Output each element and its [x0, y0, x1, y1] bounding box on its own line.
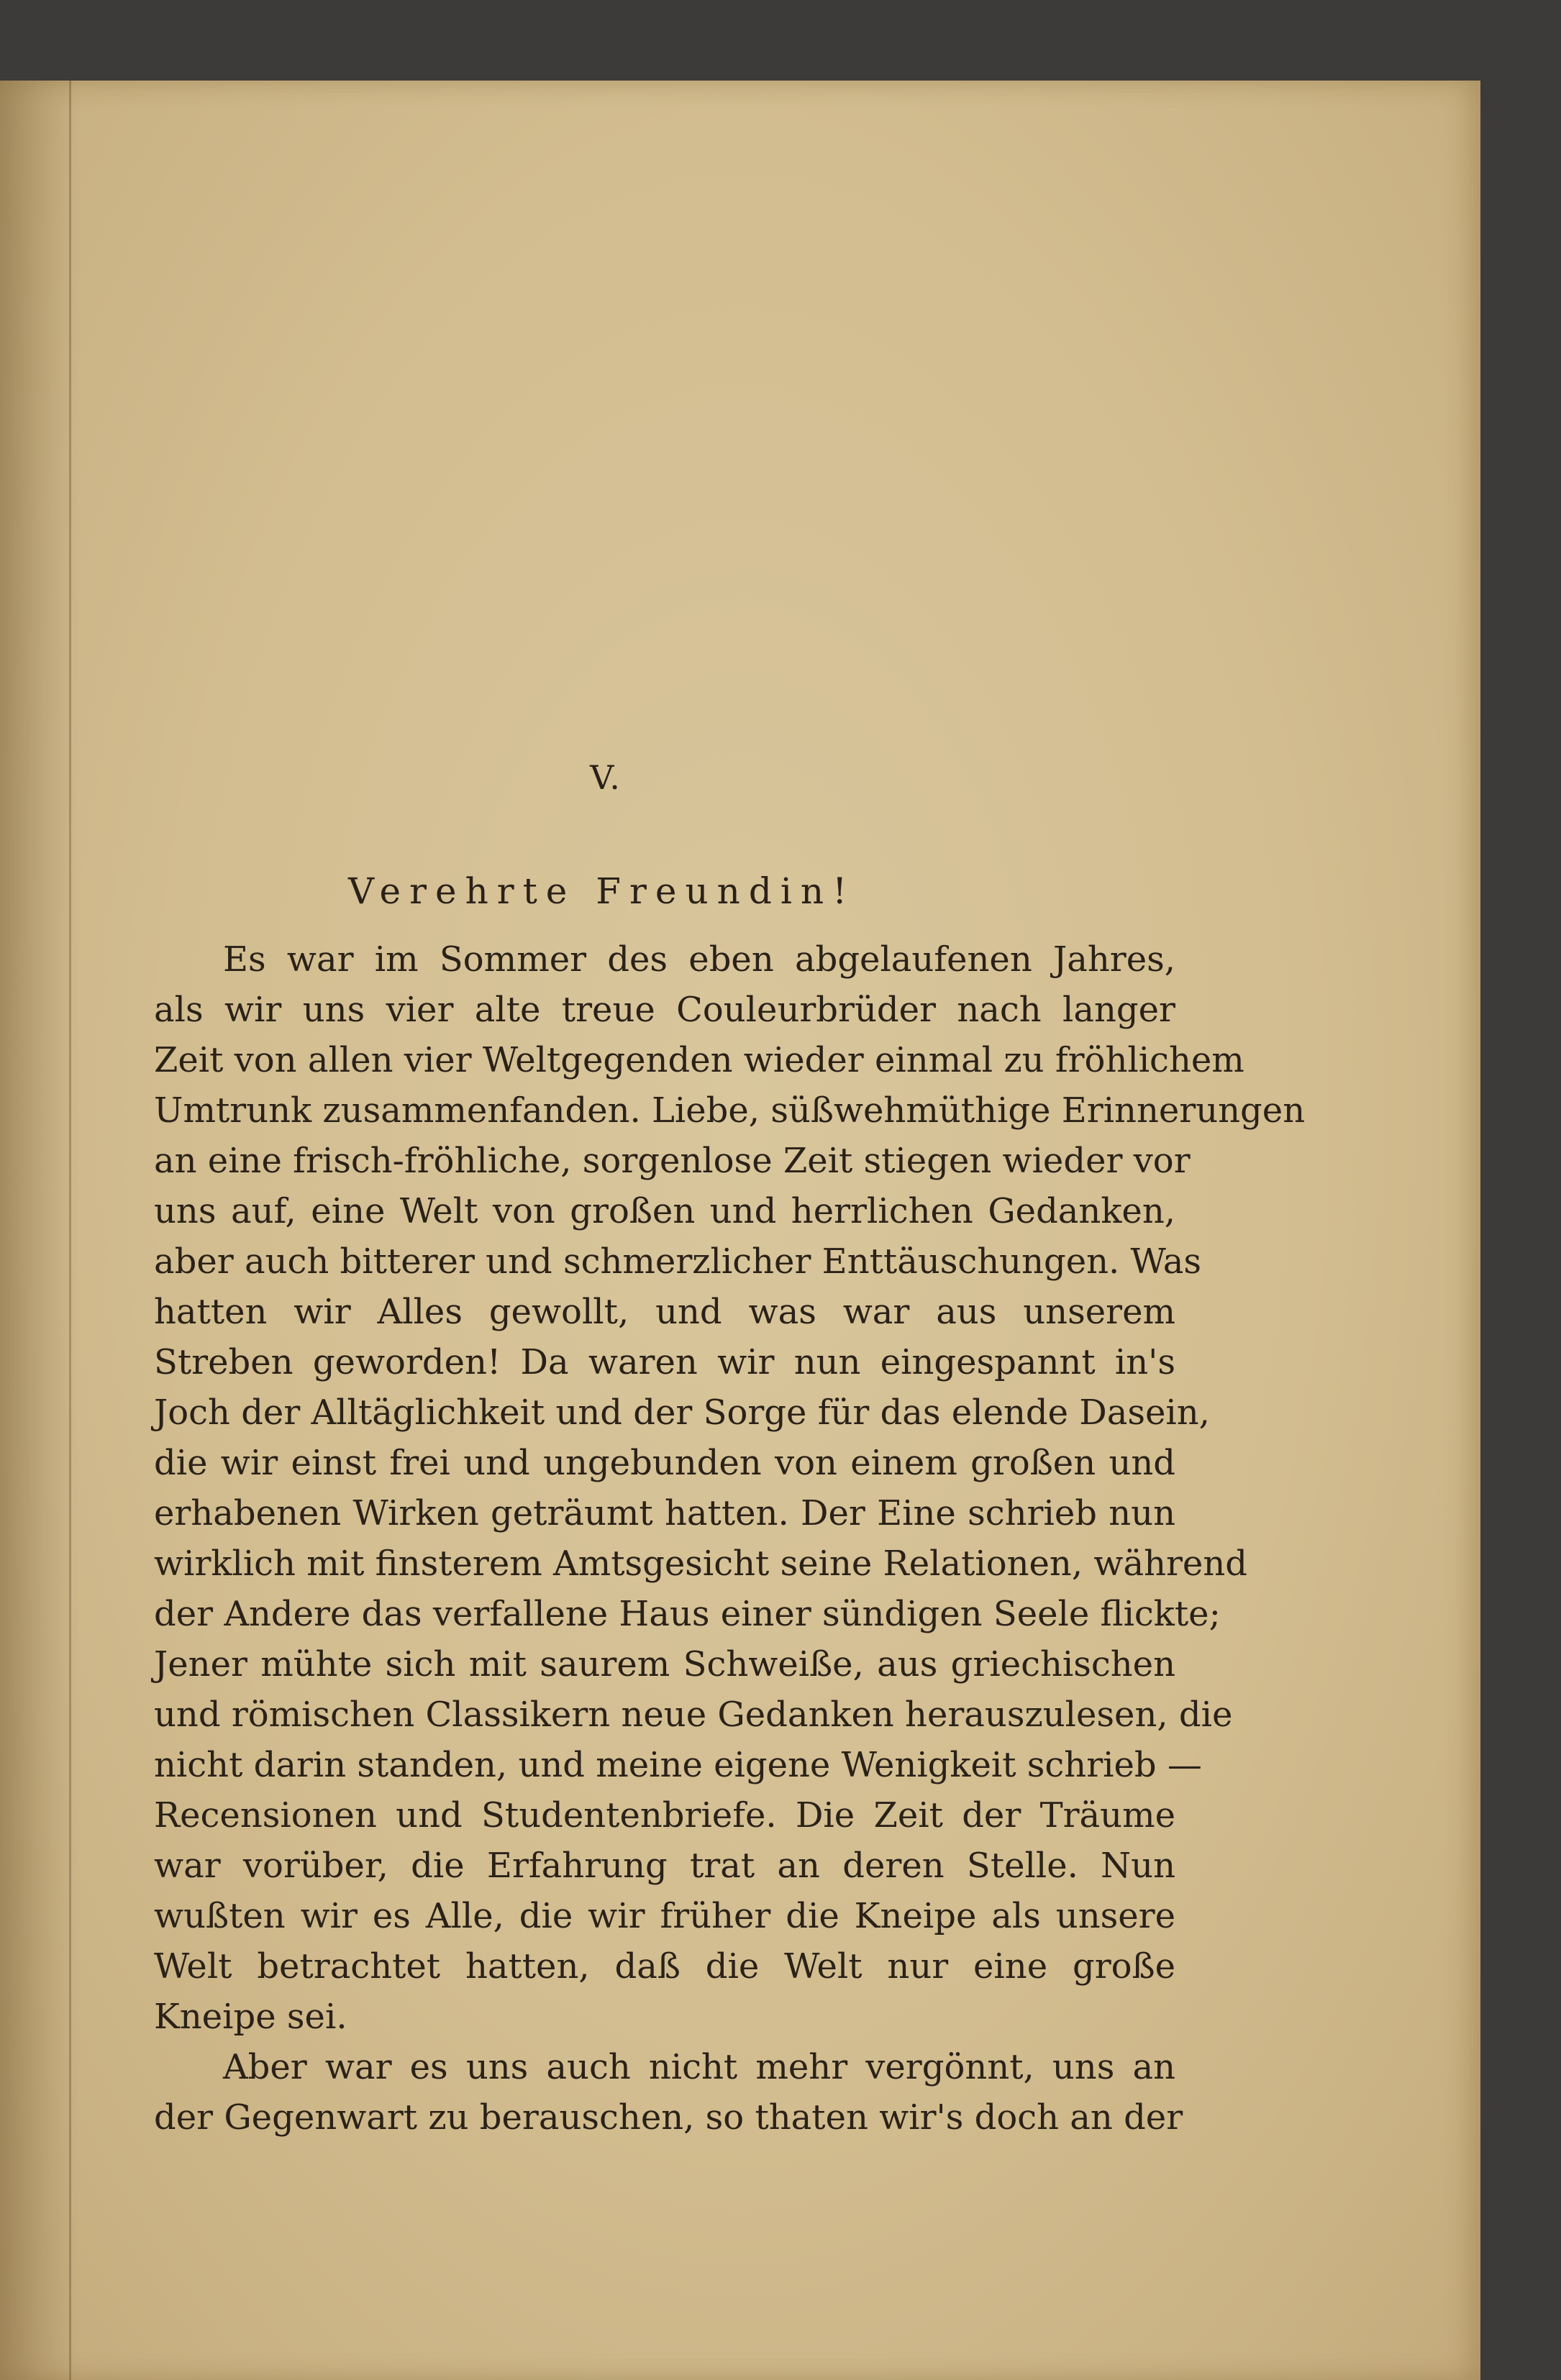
text-line: und römischen Classikern neue Gedanken herauszulesen, die	[154, 1695, 1233, 1735]
text-line: Kneipe sei.	[154, 1997, 347, 2037]
text-line: hatten wir Alles gewollt, und was war aus unserem	[154, 1292, 1175, 1332]
text-line: Welt betrachtet hatten, daß die Welt nur eine große	[154, 1946, 1175, 1987]
text-line: Aber war es uns auch nicht mehr vergönnt, uns an	[223, 2047, 1175, 2087]
text-line: Jener mühte sich mit saurem Schweiße, aus griechischen	[154, 1644, 1175, 1684]
page-crease	[69, 81, 71, 2380]
text-line: wirklich mit finsterem Amtsgesicht seine Relationen, während	[154, 1544, 1247, 1584]
text-line: Es war im Sommer des eben abgelaufenen Jahres,	[223, 939, 1175, 980]
page-gutter-shadow	[0, 81, 79, 2380]
text-line: als wir uns vier alte treue Couleurbrüder nach langer	[154, 990, 1175, 1030]
text-line: an eine frisch-fröhliche, sorgenlose Zeit stiegen wieder vor	[154, 1141, 1191, 1181]
text-line: Zeit von allen vier Weltgegenden wieder einmal zu fröhlichem	[154, 1040, 1244, 1080]
text-line: uns auf, eine Welt von großen und herrlichen Gedanken,	[154, 1191, 1175, 1231]
text-line: die wir einst frei und ungebunden von einem großen und	[154, 1443, 1175, 1483]
salutation: Verehrte Freundin!	[348, 870, 856, 912]
text-line: Recensionen und Studentenbriefe. Die Zeit der Träume	[154, 1795, 1175, 1836]
text-line: der Andere das verfallene Haus einer sündigen Seele flickte;	[154, 1594, 1221, 1634]
text-line: nicht darin standen, und meine eigene Wenigkeit schrieb —	[154, 1745, 1202, 1785]
text-line: Joch der Alltäglichkeit und der Sorge für das elende Dasein,	[154, 1392, 1210, 1433]
text-line: aber auch bitterer und schmerzlicher Enttäuschungen. Was	[154, 1241, 1201, 1282]
text-line: Umtrunk zusammenfanden. Liebe, süßwehmüthige Erinnerungen	[154, 1090, 1306, 1131]
chapter-number: V.	[590, 758, 622, 797]
text-line: war vorüber, die Erfahrung trat an deren Stelle. Nun	[154, 1846, 1175, 1886]
text-line: wußten wir es Alle, die wir früher die Kneipe als unsere	[154, 1896, 1175, 1936]
text-line: Streben geworden! Da waren wir nun eingespannt in's	[154, 1342, 1175, 1382]
text-line: erhabenen Wirken geträumt hatten. Der Eine schrieb nun	[154, 1493, 1175, 1533]
book-page	[0, 81, 1480, 2380]
text-line: der Gegenwart zu berauschen, so thaten wir's doch an der	[154, 2097, 1183, 2138]
